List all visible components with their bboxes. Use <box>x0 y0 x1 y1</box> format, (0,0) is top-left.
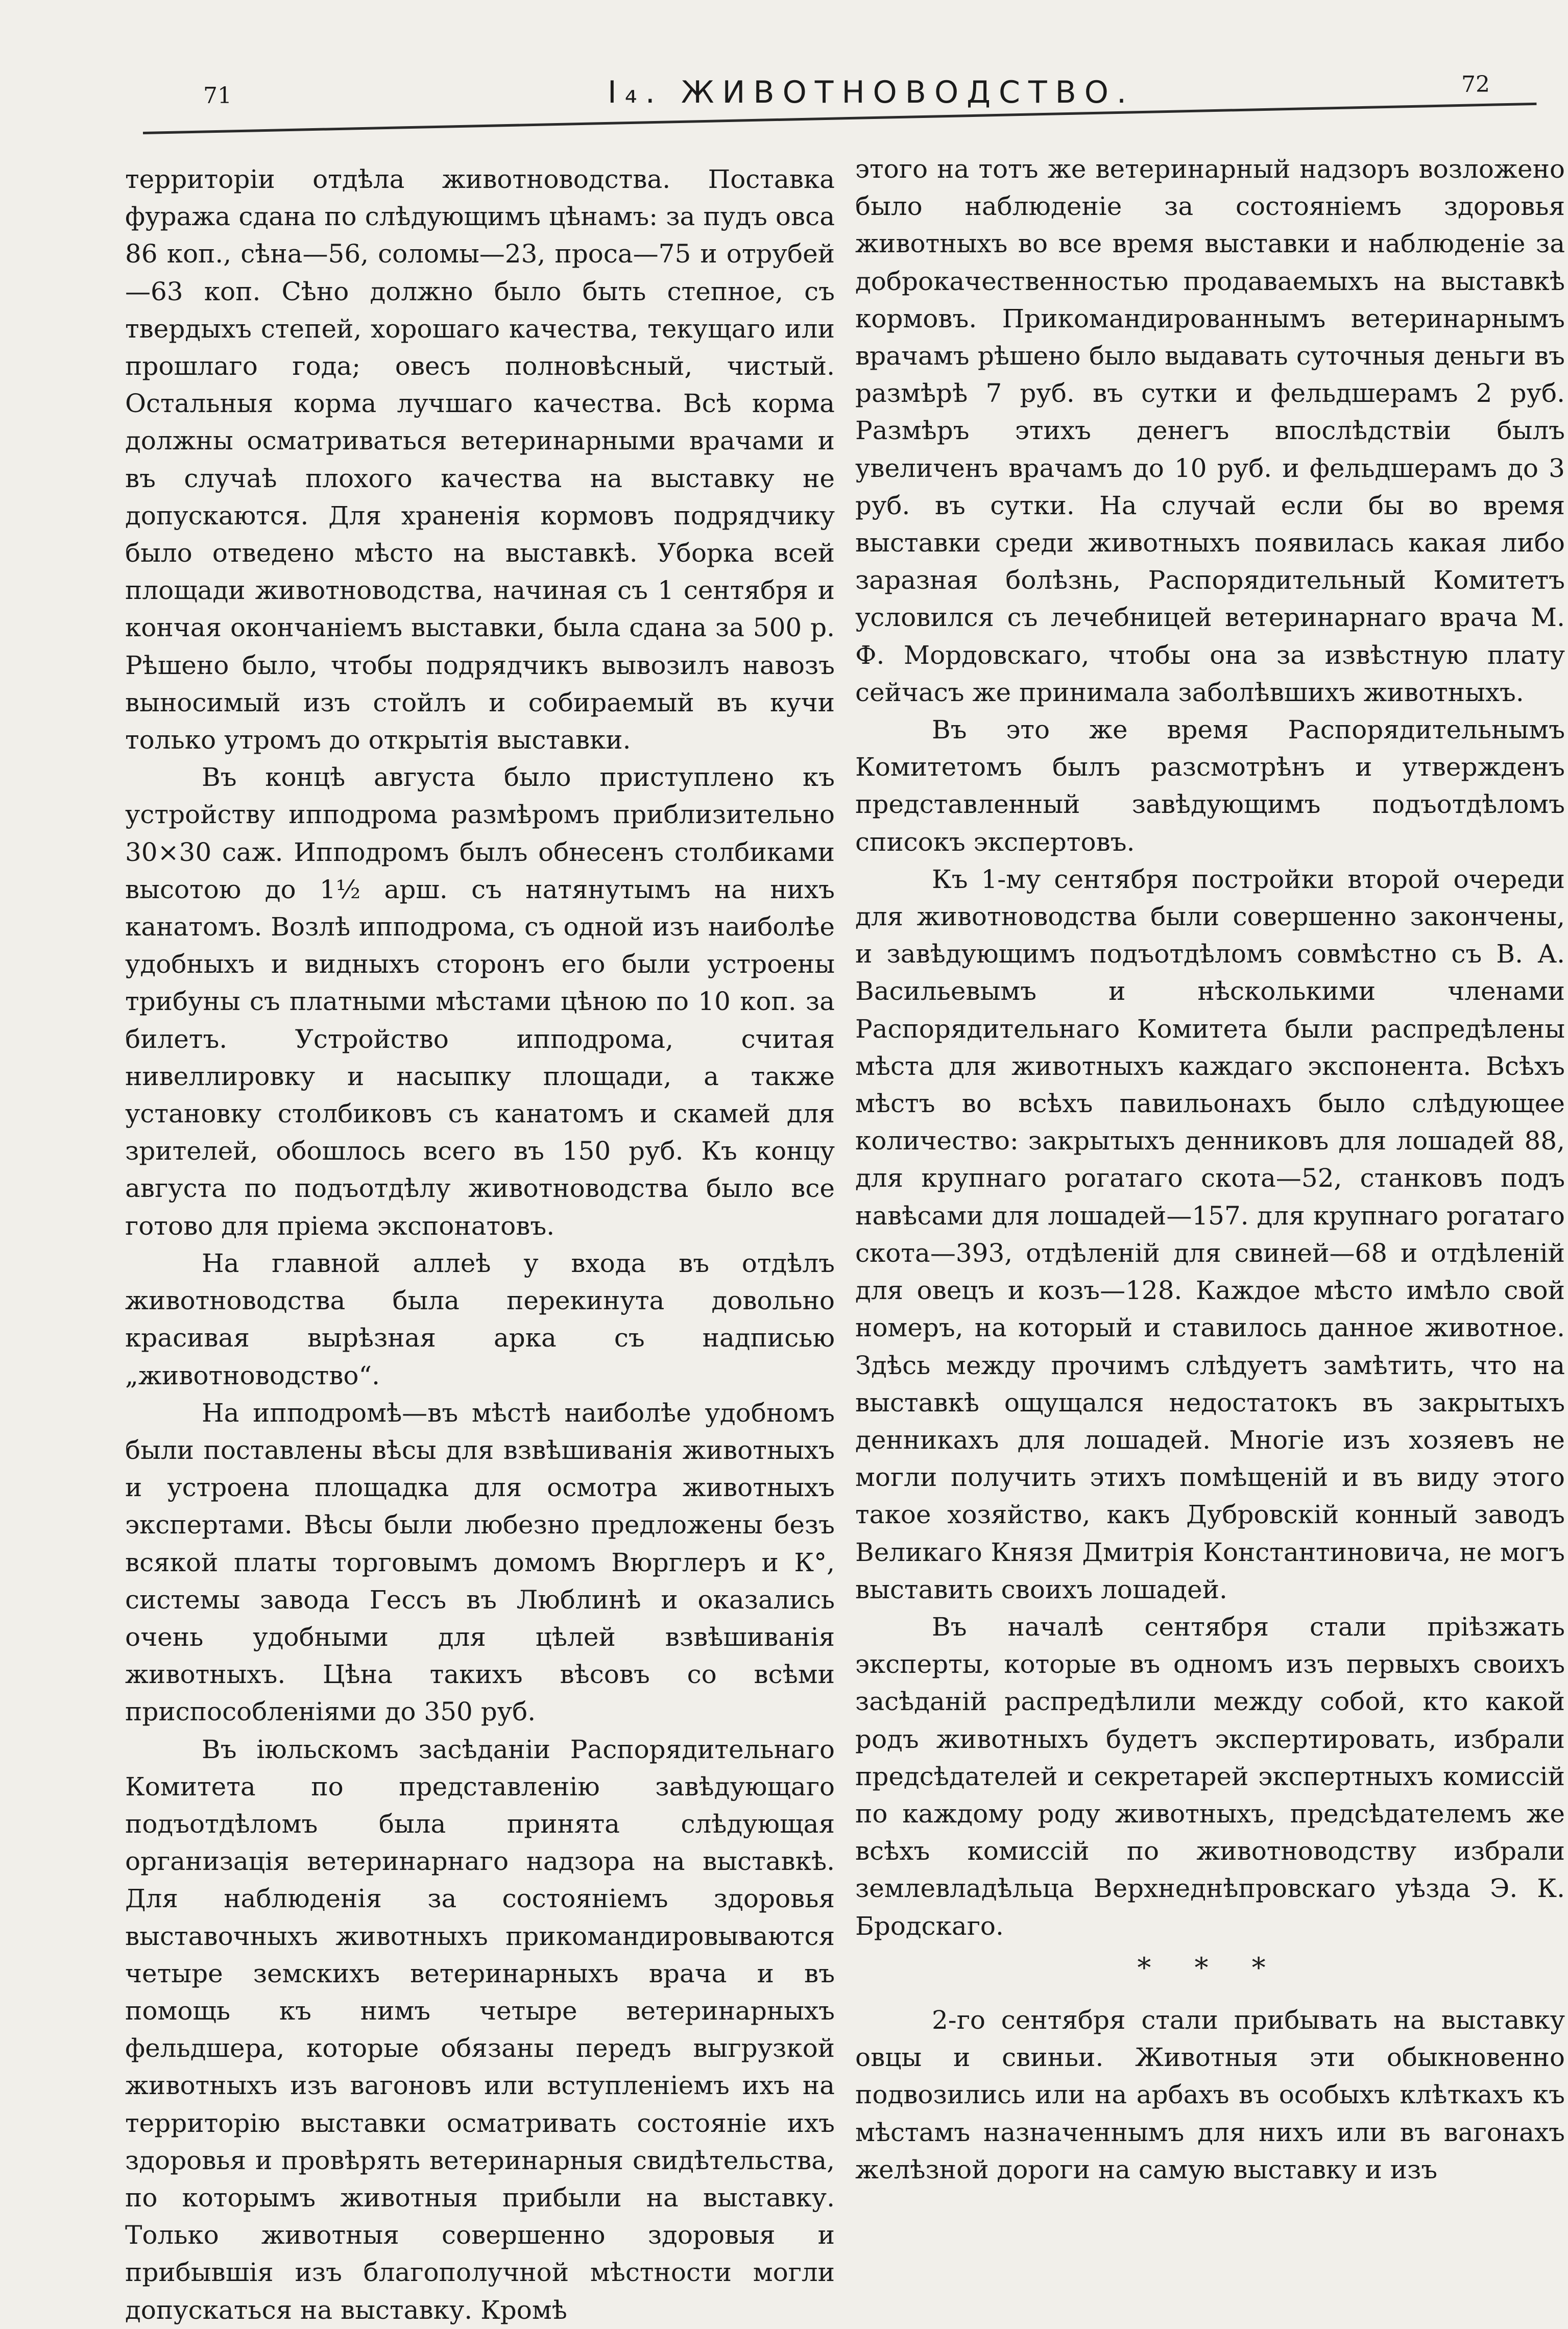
paragraph: На ипподромѣ—въ мѣстѣ наиболѣе удобномъ были поставлены вѣсы для взвѣшиванія животныхъ и устроена площадка для осмотра животныхъ экспертами. Вѣсы были любезно предложены безъ всякой платы торговымъ домомъ Вюрглеръ и К°, системы завода Гессъ въ Люблинѣ и оказались очень удобными для цѣлей взвѣшиванія животныхъ. Цѣна такихъ вѣсовъ со всѣми приспособленіями до 350 руб. <box>125 1398 835 1727</box>
section-separator: * * * <box>1137 1951 1283 1984</box>
paragraph: территоріи отдѣла животноводства. Поставка фуража сдана по слѣдующимъ цѣнамъ: за пудъ овса 86 коп., сѣна—56, соломы—23, проса—75 и отрубей—63 коп. Сѣно должно было быть степное, съ твердыхъ степей, хорошаго качества, текущаго или прошлаго года; овесъ полновѣсный, чистый. Остальныя корма лучшаго качества. Всѣ корма должны осматриваться ветеринарными врачами и въ случаѣ плохого качества на выставку не допускаются. Для храненія кормовъ подрядчику было отведено мѣсто на выставкѣ. Уборка всей площади животноводства, начиная съ 1 сентября и кончая окончаніемъ выставки, была сдана за 500 р. Рѣшено было, чтобы подрядчикъ вывозилъ навозъ выносимый изъ стойлъ и собираемый въ кучи только утромъ до открытія выставки. <box>125 164 835 755</box>
paragraph: 2-го сентября стали прибывать на выставку овцы и свиньи. Животныя эти обыкновенно подвозились или на арбахъ въ особыхъ клѣткахъ къ мѣстамъ назначеннымъ для нихъ или въ вагонахъ желѣзной дороги на самую выставку и изъ <box>855 2005 1565 2184</box>
paragraph: этого на тотъ же ветеринарный надзоръ возложено было наблюденіе за состояніемъ здоровья животныхъ во все время выставки и наблюденіе за доброкачественностью продаваемыхъ на выставкѣ кормовъ. Прикомандированнымъ ветеринарнымъ врачамъ рѣшено было выдавать суточныя деньги въ размѣрѣ 7 руб. въ сутки и фельдшерамъ 2 руб. Размѣръ этихъ денегъ впослѣдствіи былъ увеличенъ врачамъ до 10 руб. и фельдшерамъ до 3 руб. въ сутки. На случай если бы во время выставки среди животныхъ появилась какая либо заразная болѣзнь, Распорядительный Комитетъ условился съ лечебницей ветеринарнаго врача М. Ф. Мордовскаго, чтобы она за извѣстную плату сейчасъ же принимала заболѣвшихъ животныхъ. <box>855 154 1565 707</box>
paragraph: Въ началѣ сентября стали пріѣзжать эксперты, которые въ одномъ изъ первыхъ своихъ засѣданій распредѣлили между собой, кто какой родъ животныхъ будетъ экспертировать, избрали предсѣдателей и секретарей экспертныхъ комиссій по каждому роду животныхъ, предсѣдателемъ же всѣхъ комиссій по животноводству избрали землевладѣльца Верхнеднѣпровскаго уѣзда Э. К. Бродскаго. <box>855 1612 1565 1941</box>
paragraph: Въ іюльскомъ засѣданіи Распорядительнаго Комитета по представленію завѣдующаго подъотдѣломъ была принята слѣдующая организація ветеринарнаго надзора на выставкѣ. Для наблюденія за состояніемъ здоровья выставочныхъ животныхъ прикомандировываются четыре земскихъ ветеринарныхъ врача и въ помощь къ нимъ четыре ветеринарныхъ фельдшера, которые обязаны передъ выгрузкой животныхъ изъ вагоновъ или вступленіемъ ихъ на территорію выставки осматривать состояніе ихъ здоровья и провѣрять ветеринарныя свидѣтельства, по которымъ животныя прибыли на выставку. Только животныя совершенно здоровыя и прибывшія изъ благополучной мѣстности могли допускаться на выставку. Кромѣ <box>125 1734 835 2325</box>
page-number-right: 72 <box>1461 71 1490 98</box>
paragraph: Въ это же время Распорядительнымъ Комитетомъ былъ разсмотрѣнъ и утвержденъ представленный завѣдующимъ подъотдѣломъ списокъ экспертовъ. <box>855 715 1565 857</box>
page-header <box>0 0 1568 143</box>
paragraph: На главной аллеѣ у входа въ отдѣлъ животноводства была перекинута довольно красивая вырѣзная арка съ надписью „животноводство“. <box>125 1248 835 1390</box>
left-column <box>125 161 835 2329</box>
page-number-left: 71 <box>203 83 232 109</box>
running-title: I₄. ЖИВОТНОВОДСТВО. <box>608 75 1135 110</box>
right-column <box>855 151 1565 2189</box>
paragraph: Въ концѣ августа было приступлено къ устройству ипподрома размѣромъ приблизительно 30×30 саж. Ипподромъ былъ обнесенъ столбиками высотою до 1½ арш. съ натянутымъ на нихъ канатомъ. Возлѣ ипподрома, съ одной изъ наиболѣе удобныхъ и видныхъ сторонъ его были устроены трибуны съ платными мѣстами цѣною по 10 коп. за билетъ. Устройство ипподрома, считая нивеллировку и насыпку площади, а также установку столбиковъ съ канатомъ и скамей для зрителей, обошлось всего въ 150 руб. Къ концу августа по подъотдѣлу животноводства было все готово для пріема экспонатовъ. <box>125 762 835 1241</box>
paragraph: Къ 1-му сентября постройки второй очереди для животноводства были совершенно закончены, и завѣдующимъ подъотдѣломъ совмѣстно съ В. А. Васильевымъ и нѣсколькими членами Распорядительнаго Комитета были распредѣлены мѣста для животныхъ каждаго экспонента. Всѣхъ мѣстъ во всѣхъ павильонахъ было слѣдующее количество: закрытыхъ денниковъ для лошадей 88, для крупнаго рогатаго скота—52, станковъ подъ навѣсами для лошадей—157. для крупнаго рогатаго скота—393, отдѣленій для свиней—68 и отдѣленій для овецъ и козъ—128. Каждое мѣсто имѣло свой номеръ, на который и ставилось данное животное. Здѣсь между прочимъ слѣдуетъ замѣтить, что на выставкѣ ощущался недостатокъ въ закрытыхъ денникахъ для лошадей. Многіе изъ хозяевъ не могли получить этихъ помѣщеній и въ виду этого такое хозяйство, какъ Дубровскій конный заводъ Великаго Князя Дмитрія Константиновича, не могъ выставить своихъ лошадей. <box>855 864 1565 1604</box>
